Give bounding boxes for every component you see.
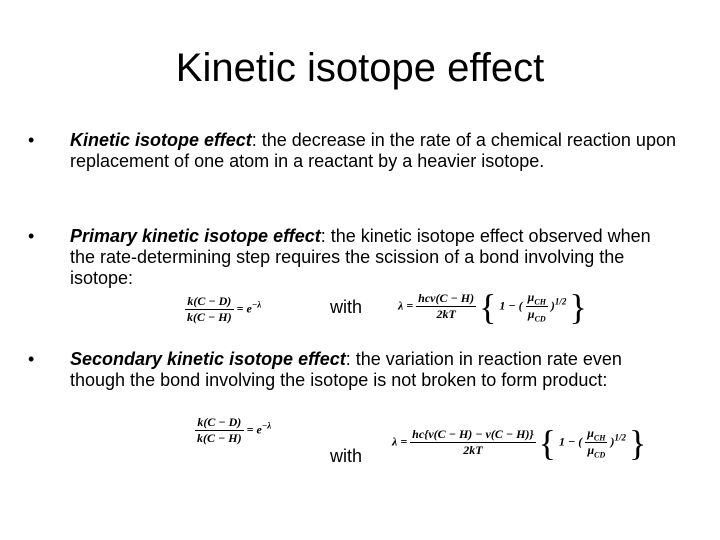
ratio-fraction: $\frac{k(C - D)}{k(C - H)}$ — [197, 415, 242, 445]
bullet-primary-kie — [28, 226, 680, 289]
primary-ratio-equation: $\frac{k(C - D)}{k(C - H)}$ = $e^{-\lambda}$ — [187, 294, 262, 324]
mu-fraction: $\frac{\mu_{CH}}{\mu_{CD}}$ — [587, 426, 606, 460]
bullet-marker: • — [28, 226, 35, 246]
bullet-text: : the variation in reaction rate even though the bond involving the isotope is not broken to form product: — [70, 349, 622, 390]
bullet-secondary-kie — [28, 349, 680, 391]
ratio-fraction: $\frac{k(C - D)}{k(C - H)}$ — [187, 294, 232, 324]
bullet-text: : the decrease in the rate of a chemical reaction upon replacement of one atom in a reactant by a heavier isotope. — [70, 130, 676, 171]
bullet-kinetic-isotope-effect — [28, 130, 680, 172]
bullet-term: Secondary kinetic isotope effect — [70, 349, 346, 369]
primary-lambda-equation: λ = $\frac{\text{hcv(C − H)}}{2kT}$ { 1 − ( $\frac{\mu_{CH}}{\mu_{CD}}$ )$^{1/2}$ } — [398, 286, 587, 327]
bullet-marker: • — [28, 349, 35, 369]
bullet-term: Kinetic isotope effect — [70, 130, 252, 150]
with-label: with — [330, 446, 363, 466]
secondary-lambda-equation: λ = $\frac{hc\{v(C - H) - v(C - H)\}}{2kT}$ { 1 − ( $\frac{\mu_{CH}}{\mu_{CD}}$ )$^{1/2}$ } — [392, 422, 647, 463]
lambda-fraction: $\frac{\text{hcv(C − H)}}{2kT}$ — [418, 291, 475, 322]
mu-fraction: $\frac{\mu_{CH}}{\mu_{CD}}$ — [527, 290, 546, 324]
lambda-fraction: $\frac{hc\{v(C - H) - v(C - H)\}}{2kT}$ — [412, 427, 534, 458]
with-label: with — [330, 297, 363, 317]
secondary-ratio-equation: $\frac{k(C - D)}{k(C - H)}$ = $e^{-\lambda}$ — [197, 415, 272, 445]
slide-title: Kinetic isotope effect — [175, 46, 545, 90]
bullet-term: Primary kinetic isotope effect — [70, 226, 321, 246]
bullet-text: : the kinetic isotope effect observed when the rate-determining step requires the scission of a bond involving the isotope: — [70, 226, 651, 288]
bullet-marker: • — [28, 130, 35, 150]
